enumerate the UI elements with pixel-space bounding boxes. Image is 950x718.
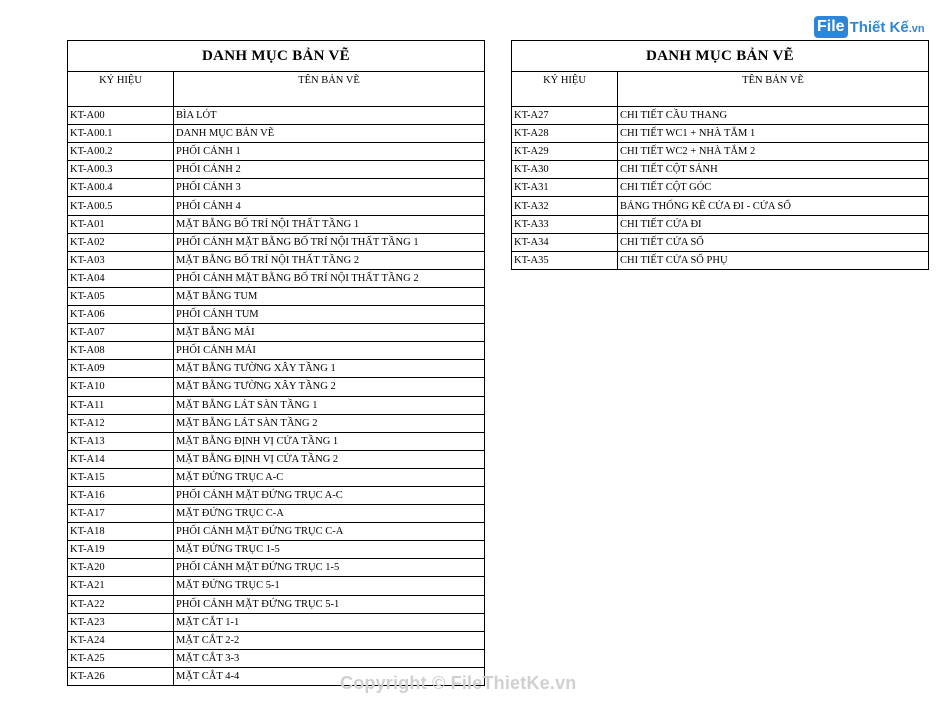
drawing-code-cell: KT-A28 — [512, 125, 618, 143]
drawing-code-cell: KT-A11 — [68, 396, 174, 414]
drawing-name-cell: MẶT CẮT 2-2 — [174, 631, 485, 649]
drawing-name-cell: PHỐI CẢNH MẶT ĐỨNG TRỤC 1-5 — [174, 559, 485, 577]
table-row — [68, 468, 484, 486]
table-row — [68, 215, 484, 233]
drawing-name-cell: CHI TIẾT CỘT SẢNH — [618, 161, 929, 179]
table-row — [68, 287, 484, 305]
table-row — [68, 269, 484, 287]
drawing-name-cell: MẶT BẰNG TƯỜNG XÂY TẦNG 2 — [174, 378, 485, 396]
column-header-code: KÝ HIỆU — [512, 72, 618, 89]
drawing-code-cell: KT-A00.1 — [68, 125, 174, 143]
table-row — [68, 631, 484, 649]
drawing-name-cell: PHỐI CẢNH 4 — [174, 197, 485, 215]
drawing-code-cell: KT-A00.5 — [68, 197, 174, 215]
table-row — [68, 360, 484, 378]
column-header-name: TÊN BẢN VẼ — [298, 75, 360, 86]
drawing-name-cell: MẶT BẰNG LÁT SÀN TẦNG 1 — [174, 396, 485, 414]
drawing-name-cell: MẶT BẰNG MÁI — [174, 324, 485, 342]
table-row — [68, 505, 484, 523]
drawing-code-cell: KT-A00 — [68, 107, 174, 125]
table-row — [512, 161, 928, 179]
drawing-name-cell: PHỐI CẢNH TUM — [174, 306, 485, 324]
drawing-name-cell: MẶT BẰNG LÁT SÀN TẦNG 2 — [174, 414, 485, 432]
drawing-code-cell: KT-A00.4 — [68, 179, 174, 197]
table-row — [68, 251, 484, 269]
spacer-cell — [512, 89, 618, 107]
drawing-name-cell: MẶT BẰNG ĐỊNH VỊ CỬA TẦNG 1 — [174, 432, 485, 450]
table-header-row — [512, 72, 928, 89]
table-row — [68, 486, 484, 504]
drawing-code-cell: KT-A18 — [68, 523, 174, 541]
table-row — [68, 233, 484, 251]
drawing-name-cell: MẶT BẰNG ĐỊNH VỊ CỬA TẦNG 2 — [174, 450, 485, 468]
drawing-code-cell: KT-A12 — [68, 414, 174, 432]
drawing-name-cell: PHỐI CẢNH MẶT BẰNG BỐ TRÍ NỘI THẤT TẦNG 1 — [174, 233, 485, 251]
drawing-code-cell: KT-A10 — [68, 378, 174, 396]
table-row — [68, 541, 484, 559]
drawing-code-cell: KT-A13 — [68, 432, 174, 450]
table-row — [512, 197, 928, 215]
table-row — [68, 414, 484, 432]
drawing-code-cell: KT-A24 — [68, 631, 174, 649]
drawing-code-cell: KT-A04 — [68, 269, 174, 287]
drawing-list-sheet-right — [511, 40, 929, 270]
drawing-code-cell: KT-A33 — [512, 215, 618, 233]
drawing-code-cell: KT-A03 — [68, 251, 174, 269]
drawing-code-cell: KT-A27 — [512, 107, 618, 125]
drawing-code-cell: KT-A14 — [68, 450, 174, 468]
drawing-code-cell: KT-A17 — [68, 505, 174, 523]
drawing-name-cell: CHI TIẾT CẦU THANG — [618, 107, 929, 125]
table-spacer-row — [68, 89, 484, 107]
table-row — [68, 649, 484, 667]
table-row — [68, 197, 484, 215]
copyright-watermark: Copyright © FileThietKe.vn — [340, 673, 577, 693]
drawing-name-cell: MẶT CẮT 1-1 — [174, 613, 485, 631]
table-row — [68, 523, 484, 541]
drawing-code-cell: KT-A32 — [512, 197, 618, 215]
drawing-code-cell: KT-A19 — [68, 541, 174, 559]
drawing-list-sheet-left — [67, 40, 485, 686]
table-row — [68, 378, 484, 396]
drawing-name-cell: MẶT BẰNG TƯỜNG XÂY TẦNG 1 — [174, 360, 485, 378]
drawing-code-cell: KT-A01 — [68, 215, 174, 233]
drawing-code-cell: KT-A26 — [68, 667, 174, 685]
drawing-name-cell: MẶT CẮT 4-4 — [174, 667, 485, 685]
drawing-name-cell: PHỐI CẢNH 3 — [174, 179, 485, 197]
table-row — [68, 125, 484, 143]
spacer-cell — [174, 89, 485, 107]
drawing-code-cell: KT-A30 — [512, 161, 618, 179]
table-row — [512, 179, 928, 197]
drawing-code-cell: KT-A34 — [512, 233, 618, 251]
table-row — [68, 432, 484, 450]
drawing-list-table — [68, 72, 484, 685]
table-row — [68, 342, 484, 360]
table-row — [68, 396, 484, 414]
drawing-name-cell: PHỐI CẢNH 1 — [174, 143, 485, 161]
drawing-name-cell: PHỐI CẢNH MẶT ĐỨNG TRỤC 5-1 — [174, 595, 485, 613]
drawing-name-cell: CHI TIẾT CỬA SỔ PHỤ — [618, 251, 929, 269]
table-row — [512, 251, 928, 269]
table-row — [68, 324, 484, 342]
drawing-code-cell: KT-A00.2 — [68, 143, 174, 161]
table-row — [512, 143, 928, 161]
drawing-name-cell: MẶT ĐỨNG TRỤC 1-5 — [174, 541, 485, 559]
drawing-name-cell: PHỐI CẢNH 2 — [174, 161, 485, 179]
drawing-name-cell: CHI TIẾT WC1 + NHÀ TẮM 1 — [618, 125, 929, 143]
drawing-name-cell: MẶT ĐỨNG TRỤC A-C — [174, 468, 485, 486]
table-row — [68, 595, 484, 613]
table-row — [512, 233, 928, 251]
drawing-code-cell: KT-A16 — [68, 486, 174, 504]
drawing-code-cell: KT-A07 — [68, 324, 174, 342]
table-row — [68, 577, 484, 595]
drawing-code-cell: KT-A05 — [68, 287, 174, 305]
table-row — [68, 161, 484, 179]
drawing-name-cell: MẶT CẮT 3-3 — [174, 649, 485, 667]
drawing-code-cell: KT-A00.3 — [68, 161, 174, 179]
drawing-code-cell: KT-A02 — [68, 233, 174, 251]
table-row — [68, 306, 484, 324]
drawing-name-cell: PHỐI CẢNH MẶT ĐỨNG TRỤC A-C — [174, 486, 485, 504]
drawing-code-cell: KT-A08 — [68, 342, 174, 360]
drawing-name-cell: PHỐI CẢNH MẶT BẰNG BỐ TRÍ NỘI THẤT TẦNG 2 — [174, 269, 485, 287]
drawing-code-cell: KT-A35 — [512, 251, 618, 269]
table-row — [512, 107, 928, 125]
drawing-code-cell: KT-A15 — [68, 468, 174, 486]
drawing-code-cell: KT-A20 — [68, 559, 174, 577]
drawing-name-cell: DANH MỤC BẢN VẼ — [174, 125, 485, 143]
spacer-cell — [68, 89, 174, 107]
drawing-code-cell: KT-A23 — [68, 613, 174, 631]
table-row — [68, 450, 484, 468]
drawing-code-cell: KT-A09 — [68, 360, 174, 378]
drawing-name-cell: MẶT ĐỨNG TRỤC C-A — [174, 505, 485, 523]
drawing-name-cell: BẢNG THỐNG KÊ CỬA ĐI - CỬA SỔ — [618, 197, 929, 215]
table-row — [68, 613, 484, 631]
drawing-name-cell: PHỐI CẢNH MÁI — [174, 342, 485, 360]
drawing-code-cell: KT-A06 — [68, 306, 174, 324]
logo-text: Thiết Kế.vn — [849, 18, 925, 36]
drawing-name-cell: CHI TIẾT CỘT GÓC — [618, 179, 929, 197]
table-row — [68, 107, 484, 125]
drawing-name-cell: CHI TIẾT CỬA SỔ — [618, 233, 929, 251]
drawing-list-table — [512, 72, 928, 269]
column-header-code: KÝ HIỆU — [68, 72, 174, 89]
drawing-name-cell: MẶT ĐỨNG TRỤC 5-1 — [174, 577, 485, 595]
drawing-code-cell: KT-A29 — [512, 143, 618, 161]
table-row — [512, 215, 928, 233]
drawing-name-cell: PHỐI CẢNH MẶT ĐỨNG TRỤC C-A — [174, 523, 485, 541]
drawing-code-cell: KT-A21 — [68, 577, 174, 595]
drawing-name-cell: MẶT BẰNG BỐ TRÍ NỘI THẤT TẦNG 2 — [174, 251, 485, 269]
drawing-name-cell: CHI TIẾT CỬA ĐI — [618, 215, 929, 233]
table-row — [512, 125, 928, 143]
sheet-title: DANH MỤC BẢN VẼ — [68, 41, 484, 72]
drawing-code-cell: KT-A25 — [68, 649, 174, 667]
sheet-title: DANH MỤC BẢN VẼ — [512, 41, 928, 72]
spacer-cell — [618, 89, 929, 107]
drawing-name-cell: BÌA LÓT — [174, 107, 485, 125]
drawing-name-cell: MẶT BẰNG TUM — [174, 287, 485, 305]
logo-file-mark: File — [814, 16, 848, 38]
filethietke-logo — [814, 14, 925, 40]
drawing-code-cell: KT-A22 — [68, 595, 174, 613]
drawing-name-cell: CHI TIẾT WC2 + NHÀ TẮM 2 — [618, 143, 929, 161]
drawing-name-cell: MẶT BẰNG BỐ TRÍ NỘI THẤT TẦNG 1 — [174, 215, 485, 233]
drawing-code-cell: KT-A31 — [512, 179, 618, 197]
table-spacer-row — [512, 89, 928, 107]
table-row — [68, 179, 484, 197]
table-row — [68, 143, 484, 161]
table-header-row — [68, 72, 484, 89]
table-row — [68, 559, 484, 577]
column-header-name: TÊN BẢN VẼ — [742, 75, 804, 86]
